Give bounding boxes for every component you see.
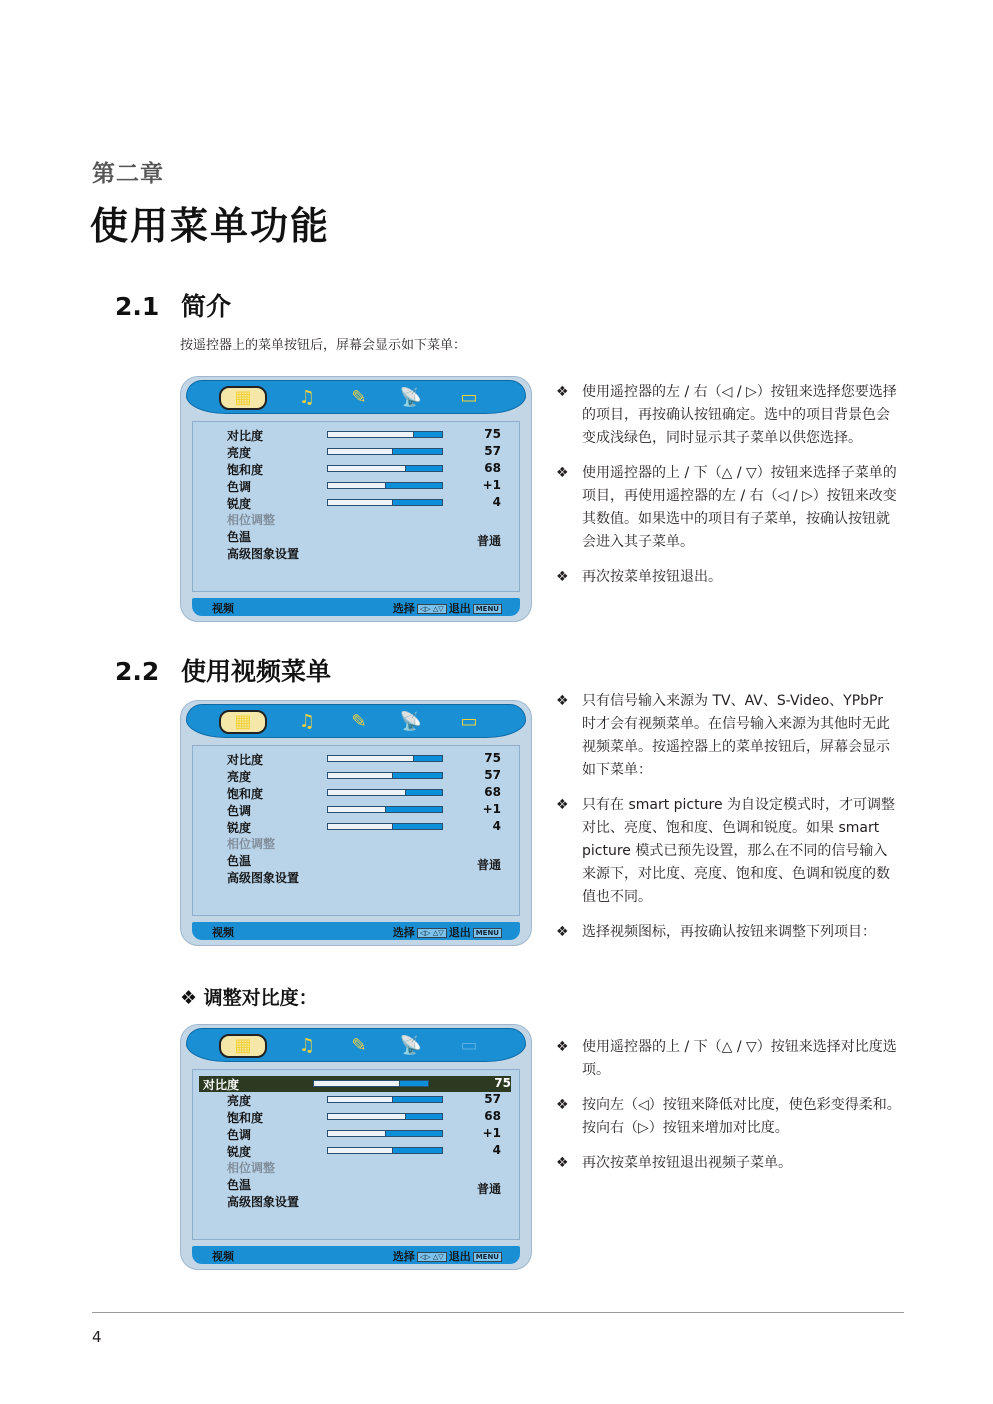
osd-status-bar	[192, 1246, 520, 1264]
subsection-heading: ❖ 调整对比度：	[180, 987, 318, 1009]
diamond-bullet-icon: ❖	[556, 693, 569, 709]
pc-tab-icon: ▭	[460, 387, 478, 408]
osd-menu-item	[205, 461, 517, 477]
osd-level-bar	[327, 1130, 443, 1137]
osd-item-panel	[192, 421, 520, 592]
osd-footer-title: 视频	[212, 926, 234, 939]
osd-level-bar	[327, 823, 443, 830]
osd-item-label: 色调	[227, 480, 252, 494]
osd-item-value: 4	[492, 1143, 501, 1157]
footer-rule	[92, 1312, 904, 1313]
menu-key-icon: MENU	[473, 1252, 502, 1262]
channel-tab-icon: 📡	[399, 387, 423, 408]
osd-item-value: 4	[492, 495, 501, 509]
osd-tab-bar	[186, 1028, 526, 1062]
osd-level-bar	[327, 789, 443, 796]
osd-item-value: 普通	[476, 1182, 501, 1196]
osd-menu-item	[205, 444, 517, 460]
section-title: 使用视频菜单	[181, 657, 332, 686]
osd-footer-title: 视频	[212, 1250, 234, 1263]
osd-item-value: 普通	[476, 534, 501, 548]
osd-item-label: 饱和度	[227, 787, 264, 801]
osd-level-bar	[327, 431, 443, 438]
osd-menu-item	[205, 528, 517, 548]
video-tab-icon: ▦	[219, 1034, 267, 1058]
setup-tab-icon: ✎	[351, 711, 367, 732]
section-heading-2-2	[115, 652, 331, 688]
osd-item-panel	[192, 745, 520, 916]
menu-key-icon: MENU	[473, 604, 502, 614]
osd-item-label: 亮度	[227, 446, 252, 460]
osd-level-bar	[313, 1080, 429, 1087]
osd-item-label: 亮度	[227, 1094, 252, 1108]
osd-item-value: +1	[482, 478, 501, 492]
osd-status-bar	[192, 598, 520, 616]
section-number: 2.2	[115, 657, 160, 686]
osd-menu-item	[205, 802, 517, 818]
osd-menu-screenshot	[180, 700, 532, 946]
osd-level-bar	[327, 755, 443, 762]
diamond-bullet-icon: ❖	[180, 987, 198, 1009]
osd-item-label: 对比度	[203, 1078, 240, 1092]
bullet-item: ❖ 只有在 smart picture 为自设定模式时，才可调整对比、亮度、饱和度、色调和锐度。如果 smart picture 模式已预先设置，那么在不同的信号输入来源下，对比度、亮度、饱和度、色调和锐度的数值也不同。	[556, 794, 901, 909]
osd-menu-item	[205, 478, 517, 494]
osd-item-label: 高级图象设置	[227, 547, 300, 561]
osd-tab-bar	[186, 704, 526, 738]
osd-menu-item	[205, 785, 517, 801]
section-number: 2.1	[115, 292, 160, 321]
diamond-bullet-icon: ❖	[556, 1155, 569, 1171]
bullet-item: ❖ 使用遥控器的上 / 下（△ / ▽）按钮来选择对比度选项。	[556, 1036, 901, 1082]
osd-menu-item	[205, 835, 517, 851]
bullet-item: ❖ 使用遥控器的上 / 下（△ / ▽）按钮来选择子菜单的项目，再使用遥控器的左 / 右（◁ / ▷）按钮来改变其数值。如果选中的项目有子菜单，按确认按钮就会进入其子菜单。	[556, 462, 901, 554]
osd-level-bar	[327, 482, 443, 489]
osd-menu-item	[205, 1109, 517, 1125]
channel-tab-icon: 📡	[399, 711, 423, 732]
osd-item-value: 57	[484, 1092, 501, 1106]
arrow-keys-icon: ◁▷ △▽	[417, 928, 447, 938]
osd-menu-item	[205, 1092, 517, 1108]
osd-item-label: 锐度	[227, 821, 252, 835]
osd-level-bar	[327, 1147, 443, 1154]
osd-item-label: 饱和度	[227, 463, 264, 477]
osd-item-label: 色调	[227, 1128, 252, 1142]
osd-item-panel	[192, 1069, 520, 1240]
osd-item-label: 高级图象设置	[227, 871, 300, 885]
diamond-bullet-icon: ❖	[556, 797, 569, 813]
osd-menu-item	[205, 427, 517, 443]
osd-tab-bar	[186, 380, 526, 414]
section-title: 简介	[181, 292, 232, 321]
osd-item-label: 锐度	[227, 497, 252, 511]
setup-tab-icon: ✎	[351, 1035, 367, 1056]
page-number: 4	[92, 1328, 102, 1346]
osd-level-bar	[327, 465, 443, 472]
osd-footer-hints: 选择 ◁▷ △▽ 退出 MENU	[393, 600, 504, 616]
diamond-bullet-icon: ❖	[556, 384, 569, 400]
osd-level-bar	[327, 448, 443, 455]
osd-item-label: 色温	[227, 530, 252, 544]
chapter-title: 使用菜单功能	[90, 203, 331, 248]
bullet-item: ❖ 按向左（◁）按钮来降低对比度，使色彩变得柔和。按向右（▷）按钮来增加对比度。	[556, 1094, 901, 1140]
osd-item-label: 饱和度	[227, 1111, 264, 1125]
osd-item-label: 色温	[227, 1178, 252, 1192]
bullet-list-intro	[556, 381, 901, 601]
audio-tab-icon: ♫	[298, 1035, 316, 1056]
bullet-item: ❖ 再次按菜单按钮退出视频子菜单。	[556, 1152, 901, 1175]
osd-item-value: 68	[484, 461, 501, 475]
menu-key-icon: MENU	[473, 928, 502, 938]
bullet-item: ❖ 只有信号输入来源为 TV、AV、S-Video、YPbPr 时才会有视频菜单。在信号输入来源为其他时无此视频菜单。按遥控器上的菜单按钮后，屏幕会显示如下菜单：	[556, 690, 901, 782]
osd-footer-hints: 选择 ◁▷ △▽ 退出 MENU	[393, 1248, 504, 1264]
osd-footer-hints: 选择 ◁▷ △▽ 退出 MENU	[393, 924, 504, 940]
osd-item-label: 锐度	[227, 1145, 252, 1159]
osd-level-bar	[327, 1113, 443, 1120]
osd-menu-item	[205, 1176, 517, 1196]
osd-menu-item	[205, 1193, 517, 1209]
bullet-item: ❖ 再次按菜单按钮退出。	[556, 566, 901, 589]
bullet-list-video	[556, 690, 901, 956]
diamond-bullet-icon: ❖	[556, 1097, 569, 1113]
osd-menu-item	[205, 768, 517, 784]
intro-text: 按遥控器上的菜单按钮后，屏幕会显示如下菜单：	[180, 338, 467, 353]
osd-menu-item	[205, 869, 517, 885]
arrow-keys-icon: ◁▷ △▽	[417, 604, 447, 614]
osd-item-value: 68	[484, 785, 501, 799]
osd-item-value: 75	[484, 751, 501, 765]
osd-menu-item	[205, 1159, 517, 1175]
bullet-item: ❖ 选择视频图标，再按确认按钮来调整下列项目：	[556, 921, 901, 944]
osd-item-label: 对比度	[227, 753, 264, 767]
osd-footer-title: 视频	[212, 602, 234, 615]
pc-tab-icon: ▭	[460, 1035, 478, 1056]
osd-item-label: 相位调整	[227, 1161, 276, 1175]
osd-item-value: 57	[484, 444, 501, 458]
osd-item-value: +1	[482, 1126, 501, 1140]
osd-menu-item	[205, 852, 517, 872]
osd-item-value: 57	[484, 768, 501, 782]
video-tab-icon: ▦	[219, 710, 267, 734]
osd-item-label: 对比度	[227, 429, 264, 443]
channel-tab-icon: 📡	[399, 1035, 423, 1056]
osd-menu-item	[205, 495, 517, 511]
osd-item-value: 75	[484, 427, 501, 441]
chapter-label: 第二章	[92, 160, 164, 187]
osd-item-value: +1	[482, 802, 501, 816]
arrow-keys-icon: ◁▷ △▽	[417, 1252, 447, 1262]
bullet-item: ❖ 使用遥控器的左 / 右（◁ / ▷）按钮来选择您要选择的项目，再按确认按钮确定。选中的项目背景色会变成浅绿色，同时显示其子菜单以供您选择。	[556, 381, 901, 450]
diamond-bullet-icon: ❖	[556, 924, 569, 940]
diamond-bullet-icon: ❖	[556, 1039, 569, 1055]
osd-menu-item	[205, 819, 517, 835]
osd-level-bar	[327, 499, 443, 506]
osd-menu-screenshot	[180, 376, 532, 622]
pc-tab-icon: ▭	[460, 711, 478, 732]
diamond-bullet-icon: ❖	[556, 465, 569, 481]
osd-menu-item	[205, 1126, 517, 1142]
osd-menu-item	[199, 1076, 511, 1092]
osd-item-label: 相位调整	[227, 513, 276, 527]
osd-item-value: 普通	[476, 858, 501, 872]
osd-item-label: 色调	[227, 804, 252, 818]
audio-tab-icon: ♫	[298, 387, 316, 408]
osd-menu-item	[205, 545, 517, 561]
audio-tab-icon: ♫	[298, 711, 316, 732]
osd-menu-item	[205, 511, 517, 527]
osd-item-value: 75	[494, 1076, 511, 1090]
osd-item-value: 68	[484, 1109, 501, 1123]
setup-tab-icon: ✎	[351, 387, 367, 408]
bullet-list-contrast	[556, 1036, 901, 1187]
section-heading-2-1	[115, 287, 231, 323]
osd-item-label: 相位调整	[227, 837, 276, 851]
osd-level-bar	[327, 1096, 443, 1103]
osd-item-label: 亮度	[227, 770, 252, 784]
osd-status-bar	[192, 922, 520, 940]
osd-menu-item	[205, 751, 517, 767]
osd-level-bar	[327, 772, 443, 779]
osd-item-label: 高级图象设置	[227, 1195, 300, 1209]
osd-item-label: 色温	[227, 854, 252, 868]
osd-menu-screenshot	[180, 1024, 532, 1270]
video-tab-icon: ▦	[219, 386, 267, 410]
osd-menu-item	[205, 1143, 517, 1159]
osd-item-value: 4	[492, 819, 501, 833]
osd-level-bar	[327, 806, 443, 813]
diamond-bullet-icon: ❖	[556, 569, 569, 585]
